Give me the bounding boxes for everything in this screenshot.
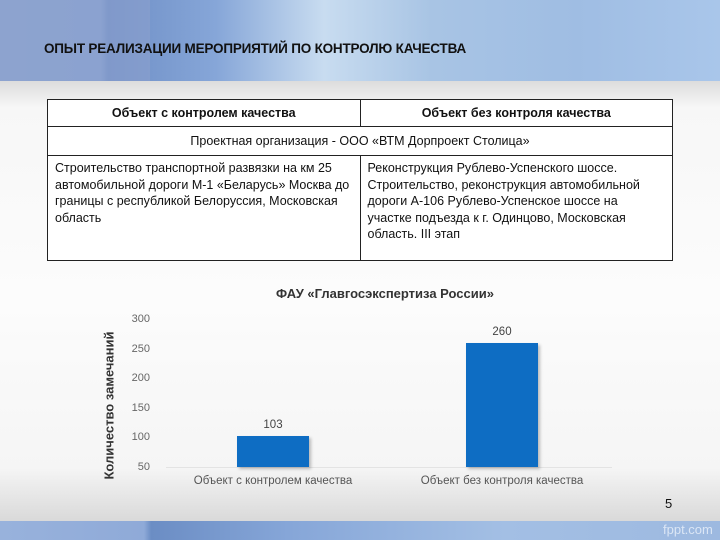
chart-title: ФАУ «Главгосэкспертиза России» <box>276 286 494 301</box>
organization-cell: Проектная организация - ООО «ВТМ Дорпроект Столица» <box>48 127 673 156</box>
x-axis-line <box>166 467 612 468</box>
y-tick: 250 <box>131 343 150 355</box>
bar-with-control <box>237 436 309 467</box>
slide-title: ОПЫТ РЕАЛИЗАЦИИ МЕРОПРИЯТИЙ ПО КОНТРОЛЮ КАЧЕСТВА <box>44 41 466 56</box>
without-control-description: Реконструкция Рублево-Успенского шоссе. Строительство, реконструкция автомобильной дороги А-106 Рублево-Успенское шоссе на участке подъезда к г. Одинцово, Московская область. III этап <box>360 156 673 261</box>
bar-chart <box>90 280 620 495</box>
header-without-control: Объект без контроля качества <box>360 100 673 127</box>
y-tick: 150 <box>131 402 150 414</box>
y-tick: 100 <box>131 431 150 443</box>
bar-value-label: 103 <box>263 419 283 431</box>
header-with-control: Объект с контролем качества <box>48 100 361 127</box>
y-tick: 300 <box>131 313 150 325</box>
table-row <box>48 156 673 261</box>
y-tick: 200 <box>131 372 150 384</box>
bar-value-label: 260 <box>492 326 512 338</box>
y-axis-label: Количество замечаний <box>101 331 117 480</box>
bar-without-control <box>466 343 538 467</box>
comparison-table <box>47 99 673 261</box>
page-number: 5 <box>665 496 673 511</box>
brand-watermark: fppt.com <box>663 522 713 537</box>
table-header-row <box>48 100 673 127</box>
organization-row <box>48 127 673 156</box>
with-control-description: Строительство транспортной развязки на км 25 автомобильной дороги М-1 «Беларусь» Москва до границы с республикой Белоруссия, Московская область <box>48 156 361 261</box>
x-category-label: Объект с контролем качества <box>193 475 353 487</box>
footer-band <box>0 521 720 540</box>
y-tick: 50 <box>137 461 150 473</box>
x-category-label: Объект без контроля качества <box>420 475 584 487</box>
